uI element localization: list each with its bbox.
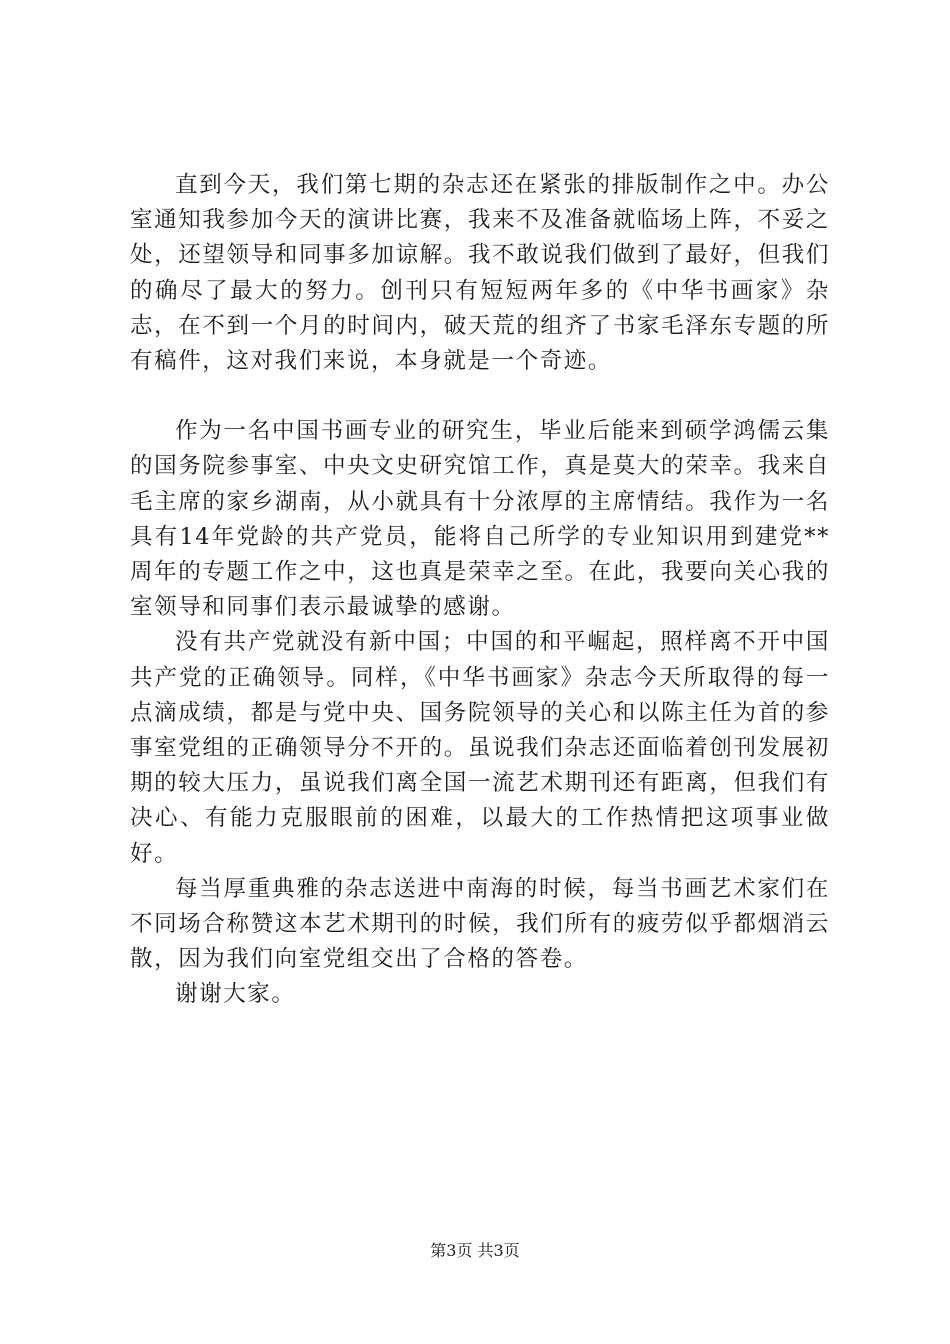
document-body (130, 168, 830, 1013)
paragraph-4: 每当厚重典雅的杂志送进中南海的时候，每当书画艺术家们在不同场合称赞这本艺术期刊的时候，我们所有的疲劳似乎都烟消云散，因为我们向室党组交出了合格的答卷。 (130, 875, 830, 973)
paragraph-5: 谢谢大家。 (175, 981, 296, 1008)
paragraph-2: 作为一名中国书画专业的研究生，毕业后能来到硕学鸿儒云集的国务院参事室、中央文史研究馆工作，真是莫大的荣幸。我来自毛主席的家乡湖南，从小就具有十分浓厚的主席情结。我作为一名具有14年党龄的共产党员，能将自己所学的专业知识用到建党**周年的专题工作之中，这也真是荣幸之至。在此，我要向关心我的室领导和同事们表示最诚挚的感谢。 (130, 418, 830, 621)
paragraph-1: 直到今天，我们第七期的杂志还在紧张的排版制作之中。办公室通知我参加今天的演讲比赛，我来不及准备就临场上阵，不妥之处，还望领导和同事多加谅解。我不敢说我们做到了最好，但我们的确尽了最大的努力。创刊只有短短两年多的《中华书画家》杂志，在不到一个月的时间内，破天荒的组齐了书家毛泽东专题的所有稿件，这对我们来说，本身就是一个奇迹。 (130, 172, 830, 375)
paragraph-3: 没有共产党就没有新中国；中国的和平崛起，照样离不开中国共产党的正确领导。同样，《中华书画家》杂志今天所取得的每一点滴成绩，都是与党中央、国务院领导的关心和以陈主任为首的参事室党组的正确领导分不开的。虽说我们杂志还面临着创刊发展初期的较大压力，虽说我们离全国一流艺术期刊还有距离，但我们有决心、有能力克服眼前的困难，以最大的工作热情把这项事业做好。 (130, 629, 830, 867)
page-number-footer: 第3页 共3页 (430, 1241, 520, 1260)
